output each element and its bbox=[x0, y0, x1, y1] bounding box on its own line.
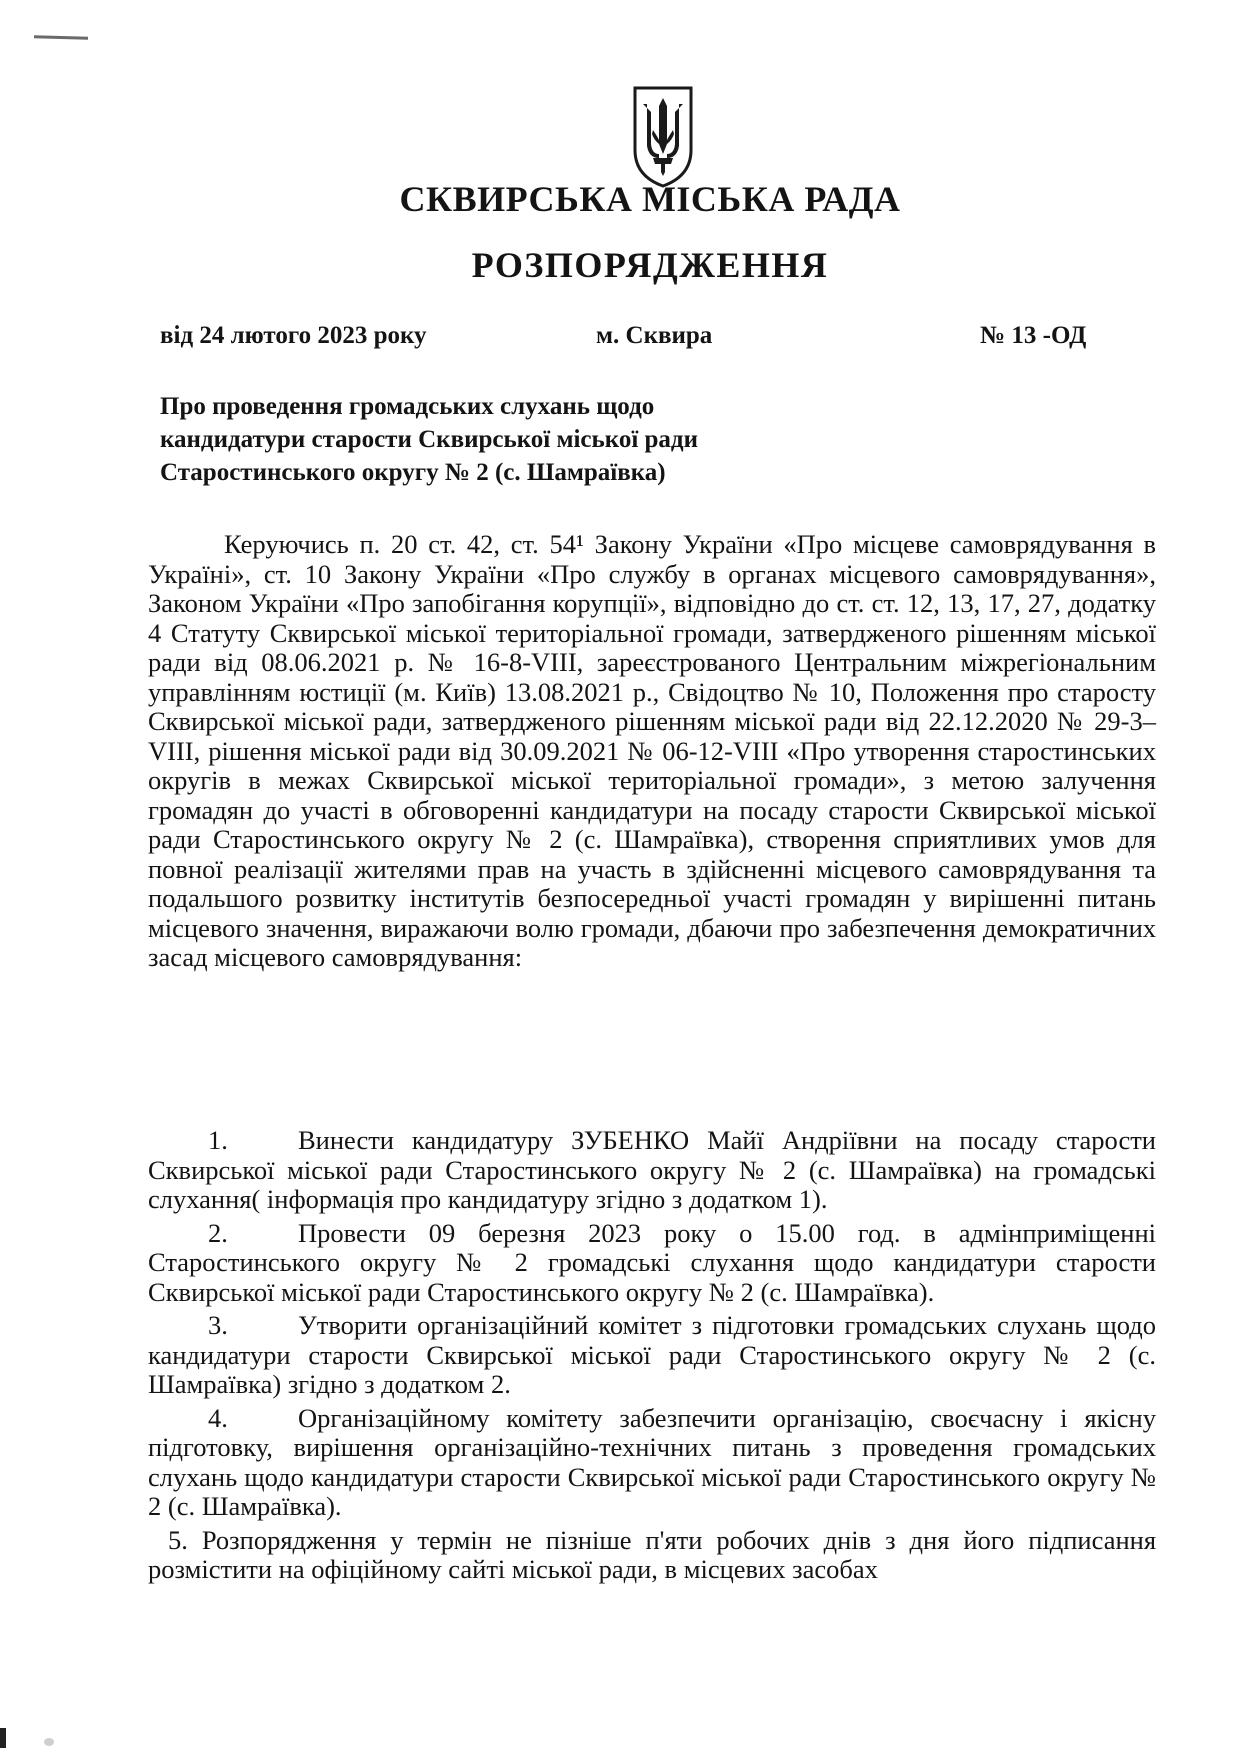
scan-artifact-edge bbox=[0, 1728, 6, 1748]
item-text: Утворити організаційний комітет з підготовки громадських слухань щодо кандидатури старости Сквирської міської ради Старостинського округу № 2 (с. Шамраївка) згідно з додатком 2. bbox=[148, 1310, 1156, 1399]
scan-artifact-spot bbox=[44, 1738, 54, 1746]
item-number: 1. bbox=[208, 1125, 228, 1155]
order-items bbox=[148, 1126, 1156, 1589]
item-text: Організаційному комітету забезпечити організацію, своєчасну і якісну підготовку, вирішення організаційно-технічних питань з проведення громадських слухань щодо кандидатури старости Сквирської міської ради Старостинського округу № 2 (с. Шамраївка). bbox=[148, 1402, 1156, 1521]
document-date: від 24 лютого 2023 року bbox=[160, 322, 427, 349]
order-item bbox=[148, 1126, 1156, 1215]
order-item bbox=[148, 1526, 1156, 1585]
item-number: 2. bbox=[208, 1217, 228, 1248]
order-item bbox=[148, 1311, 1156, 1400]
scan-artifact-line bbox=[34, 35, 88, 39]
document-number: № 13 -ОД bbox=[980, 322, 1087, 349]
item-text: Винести кандидатуру ЗУБЕНКО Майї Андріївни на посаду старости Сквирської міської ради Старостинського округу № 2 (с. Шамраївка) на громадські слухання( інформація про кандидатуру згідно з додатком 1). bbox=[148, 1125, 1156, 1214]
trident-icon bbox=[631, 84, 695, 188]
document-subject bbox=[160, 390, 940, 489]
preamble-paragraph: Керуючись п. 20 ст. 42, ст. 54¹ Закону України «Про місцеве самоврядування в Україні», ст. 10 Закону України «Про службу в органах місцевого самоврядування», Законом України «Про запобігання корупції», відповідно до ст. ст. 12, 13, 17, 27, додатку 4 Статуту Сквирської міської територіальної громади, затвердженого рішенням міської ради від 08.06.2021 р. № 16-8-VIII, зареєстрованого Центральним міжрегіональним управлінням юстиції (м. Київ) 13.08.2021 р., Свідоцтво № 10, Положення про старосту Сквирської міської ради, затвердженого рішенням міської ради від 22.12.2020 № 29-3–VIII, рішення міської ради від 30.09.2021 № 06-12-VIII «Про утворення старостинських округів в межах Сквирської міської територіальної громади», з метою залучення громадян до участі в обговоренні кандидатури на посаду старости Сквирської міської ради Старостинського округу № 2 (с. Шамраївка), створення сприятливих умов для повної реалізації жителями прав на участь в здійсненні місцевого самоврядування та подальшого розвитку інститутів безпосередньої участі громадян у вирішенні питань місцевого значення, виражаючи волю громади, дбаючи про забезпечення демократичних засад місцевого самоврядування: bbox=[148, 529, 1156, 972]
order-item bbox=[148, 1404, 1156, 1522]
item-number: 4. bbox=[208, 1402, 228, 1433]
item-number: 3. bbox=[208, 1310, 228, 1340]
document-city: м. Сквира bbox=[596, 322, 713, 349]
order-item bbox=[148, 1219, 1156, 1308]
item-text: Розпорядження у термін не пізніше п'яти робочих днів з дня його підписання розмістити на офіційному сайті міської ради, в місцевих засобах bbox=[148, 1524, 1157, 1584]
item-number: 5. bbox=[168, 1524, 188, 1555]
council-name: СКВИРСЬКА МІСЬКА РАДА bbox=[399, 179, 901, 219]
subject-line: кандидатури старости Сквирської міської ради bbox=[160, 426, 698, 453]
subject-line: Старостинського округу № 2 (с. Шамраївка) bbox=[160, 459, 666, 486]
document-type: РОЗПОРЯДЖЕННЯ bbox=[471, 245, 829, 285]
item-text: Провести 09 березня 2023 року о 15.00 год. в адмінприміщенні Старостинського округу № 2 громадські слухання щодо кандидатури старости Сквирської міської ради Старостинського округу № 2 (с. Шамраївка). bbox=[148, 1217, 1156, 1307]
subject-line: Про проведення громадських слухань щодо bbox=[160, 393, 655, 420]
